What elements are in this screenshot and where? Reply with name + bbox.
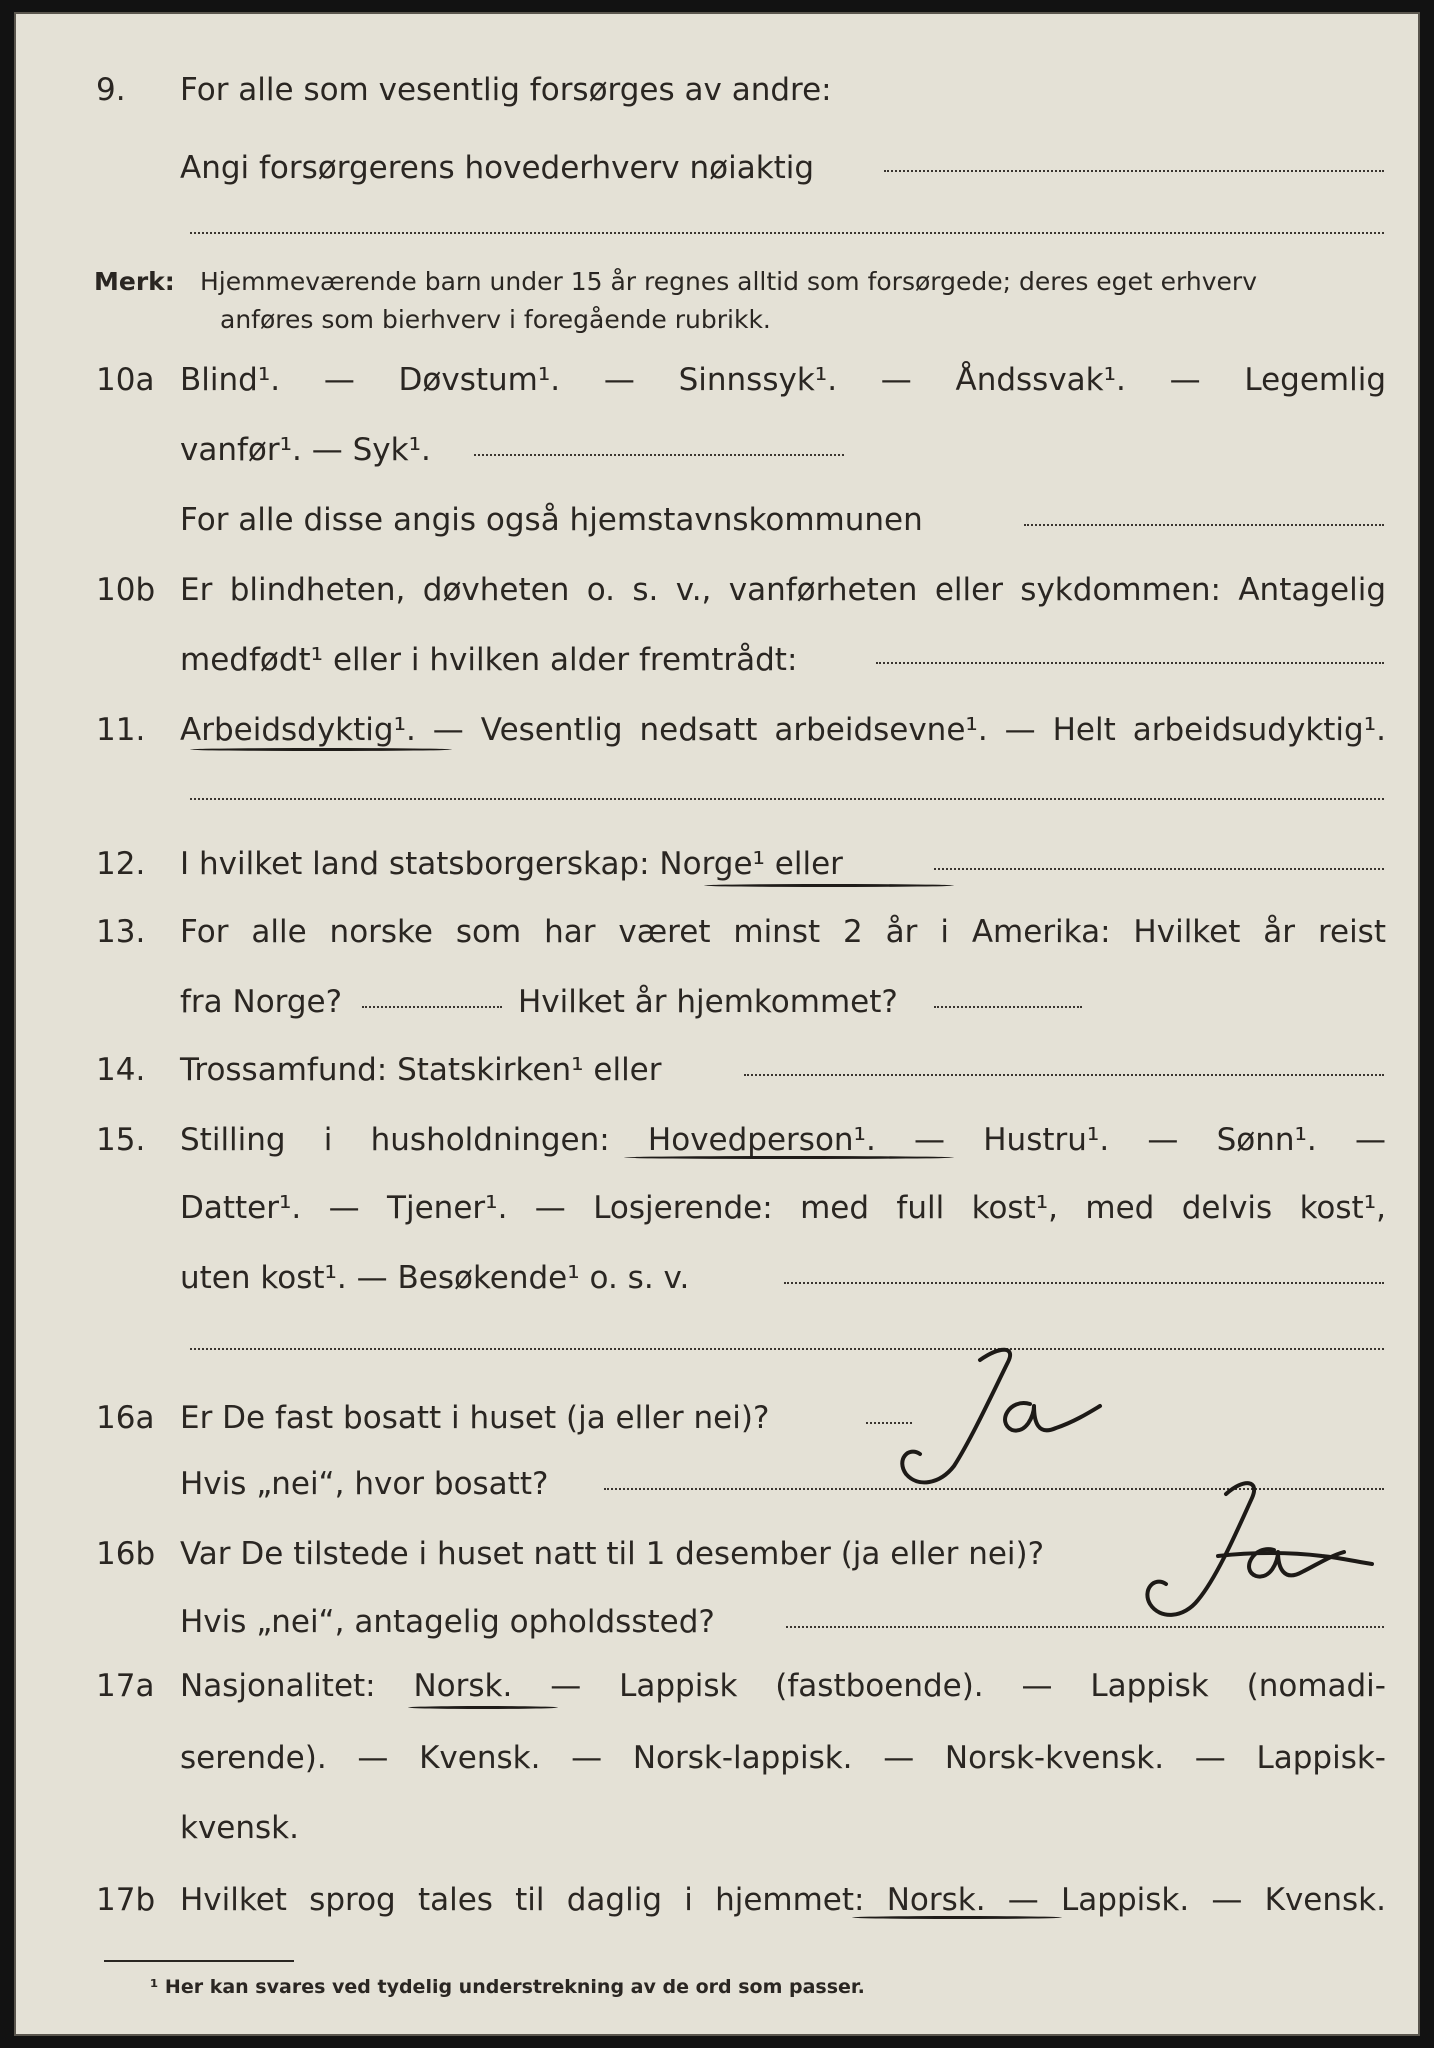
- item-text: Var De tilstede i huset natt til 1 desember (ja eller nei)?: [180, 1536, 1045, 1572]
- item-number: 11.: [96, 712, 146, 748]
- item-text: Arbeidsdyktig¹. — Vesentlig nedsatt arbeidsevne¹. — Helt arbeidsudyktig¹.: [180, 712, 1386, 748]
- merk-text: Hjemmeværende barn under 15 år regnes alltid som forsørgede; deres eget erhverv: [200, 267, 1257, 296]
- item-text: Trossamfund: Statskirken¹ eller: [180, 1052, 662, 1088]
- item-number: 13.: [96, 914, 146, 950]
- item-number: 16a: [96, 1400, 155, 1436]
- census-form-page: [14, 12, 1420, 2036]
- item-text: Hvis „nei“, antagelig opholdssted?: [180, 1604, 715, 1640]
- item-text: kvensk.: [180, 1810, 299, 1846]
- merk-label: Merk:: [94, 267, 175, 296]
- item-text: Er De fast bosatt i huset (ja eller nei)?: [180, 1400, 770, 1436]
- item-text: For alle norske som har været minst 2 år i Amerika: Hvilket år reist: [180, 914, 1386, 950]
- item-text: Er blindheten, døvheten o. s. v., vanførheten eller sykdommen: Antagelig: [180, 572, 1386, 608]
- item-text: I hvilket land statsborgerskap: Norge¹ eller: [180, 846, 843, 882]
- item-text: Hvis „nei“, hvor bosatt?: [180, 1466, 549, 1502]
- item-text-part-2: Hvilket år hjemkommet?: [518, 984, 898, 1020]
- item-text: Datter¹. — Tjener¹. — Losjerende: med full kost¹, med delvis kost¹,: [180, 1190, 1386, 1226]
- item-text: vanfør¹. — Syk¹.: [180, 432, 431, 468]
- footnote-text: ¹ Her kan svares ved tydelig understrekning av de ord som passer.: [150, 1976, 865, 1998]
- item-text: For alle som vesentlig forsørges av andre:: [180, 72, 832, 108]
- item-text: Angi forsørgerens hovederhverv nøiaktig: [180, 150, 815, 186]
- item-text: For alle disse angis også hjemstavnskommunen: [180, 502, 923, 538]
- item-text: Stilling i husholdningen: Hovedperson¹. — Hustru¹. — Sønn¹. —: [180, 1122, 1386, 1158]
- item-number: 15.: [96, 1122, 146, 1158]
- page-border: [14, 12, 1420, 2036]
- item-number: 10b: [96, 572, 156, 608]
- item-text: Blind¹. — Døvstum¹. — Sinnssyk¹. — Åndssvak¹. — Legemlig: [180, 362, 1386, 398]
- item-number: 14.: [96, 1052, 146, 1088]
- item-number: 17a: [96, 1668, 155, 1704]
- merk-text: anføres som bierhverv i foregående rubrikk.: [220, 305, 771, 334]
- item-text: serende). — Kvensk. — Norsk-lappisk. — Norsk-kvensk. — Lappisk-: [180, 1740, 1386, 1776]
- item-number: 12.: [96, 846, 146, 882]
- item-text: uten kost¹. — Besøkende¹ o. s. v.: [180, 1260, 690, 1296]
- item-text: medfødt¹ eller i hvilken alder fremtrådt:: [180, 642, 798, 678]
- item-number: 17b: [96, 1882, 156, 1918]
- item-text-part-1: fra Norge?: [180, 984, 343, 1020]
- item-text: Hvilket sprog tales til daglig i hjemmet: Norsk. — Lappisk. — Kvensk.: [180, 1882, 1386, 1918]
- item-number: 16b: [96, 1536, 156, 1572]
- item-number: 9.: [96, 72, 126, 108]
- item-text: Nasjonalitet: Norsk. — Lappisk (fastboende). — Lappisk (nomadi-: [180, 1668, 1386, 1704]
- item-number: 10a: [96, 362, 155, 398]
